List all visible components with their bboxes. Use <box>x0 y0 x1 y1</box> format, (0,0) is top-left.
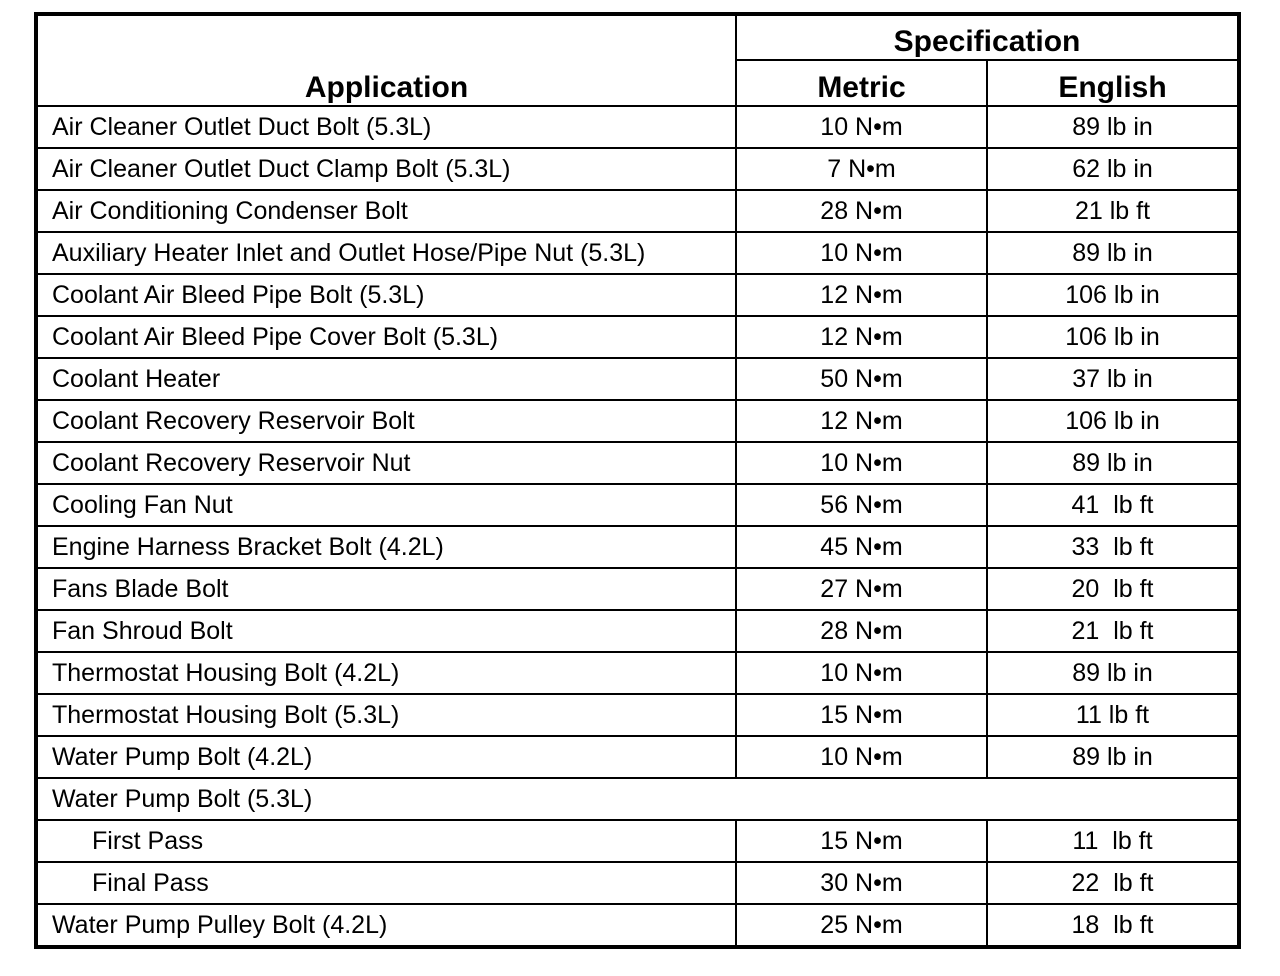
english-cell <box>987 232 1239 274</box>
table-row <box>36 862 1239 904</box>
table-row <box>36 358 1239 400</box>
table-row <box>36 316 1239 358</box>
specification-header: Specification <box>736 14 1239 60</box>
application-cell: Thermostat Housing Bolt (4.2L) <box>36 652 736 694</box>
english-value: 33 lb ft <box>1071 532 1154 561</box>
metric-cell: 45 N•m <box>736 526 987 568</box>
english-cell <box>987 694 1239 736</box>
application-cell: Air Cleaner Outlet Duct Bolt (5.3L) <box>36 106 736 148</box>
table-row <box>36 400 1239 442</box>
table-row <box>36 568 1239 610</box>
metric-header: Metric <box>736 60 987 106</box>
english-cell <box>987 736 1239 778</box>
english-value: 89 lb in <box>1072 448 1153 477</box>
table-row <box>36 736 1239 778</box>
english-cell <box>987 484 1239 526</box>
application-cell: Air Conditioning Condenser Bolt <box>36 190 736 232</box>
metric-cell: 12 N•m <box>736 274 987 316</box>
application-cell: Coolant Heater <box>36 358 736 400</box>
english-cell <box>987 316 1239 358</box>
english-value: 20 lb ft <box>1071 574 1154 603</box>
english-value: 41 lb ft <box>1071 490 1154 519</box>
english-cell <box>987 568 1239 610</box>
english-value: 89 lb in <box>1072 112 1153 141</box>
table-header <box>36 14 1239 106</box>
table-row <box>36 484 1239 526</box>
table-row <box>36 694 1239 736</box>
application-cell: Coolant Recovery Reservoir Nut <box>36 442 736 484</box>
english-cell <box>987 106 1239 148</box>
english-cell <box>987 652 1239 694</box>
english-value: 37 lb in <box>1072 364 1153 393</box>
metric-cell: 15 N•m <box>736 820 987 862</box>
table-row <box>36 148 1239 190</box>
table-row <box>36 274 1239 316</box>
table-row <box>36 190 1239 232</box>
english-value: 18 lb ft <box>1071 910 1154 939</box>
english-header: English <box>987 60 1239 106</box>
metric-cell: 28 N•m <box>736 610 987 652</box>
english-cell <box>987 820 1239 862</box>
metric-cell: 12 N•m <box>736 400 987 442</box>
english-cell <box>987 148 1239 190</box>
application-cell: First Pass <box>36 820 736 862</box>
english-cell <box>987 610 1239 652</box>
application-cell: Water Pump Bolt (5.3L) <box>36 778 1239 820</box>
english-value: 106 lb in <box>1065 280 1160 309</box>
metric-cell: 50 N•m <box>736 358 987 400</box>
application-cell: Fans Blade Bolt <box>36 568 736 610</box>
application-cell: Air Cleaner Outlet Duct Clamp Bolt (5.3L) <box>36 148 736 190</box>
table-row <box>36 820 1239 862</box>
english-value: 21 lb ft <box>1071 616 1154 645</box>
metric-cell: 28 N•m <box>736 190 987 232</box>
application-cell: Coolant Air Bleed Pipe Cover Bolt (5.3L) <box>36 316 736 358</box>
english-cell <box>987 526 1239 568</box>
english-cell <box>987 190 1239 232</box>
english-value: 62 lb in <box>1072 154 1153 183</box>
table-row <box>36 106 1239 148</box>
english-cell <box>987 904 1239 947</box>
table-row <box>36 442 1239 484</box>
table-row <box>36 778 1239 820</box>
table-row <box>36 232 1239 274</box>
english-value: 89 lb in <box>1072 658 1153 687</box>
english-value: 89 lb in <box>1072 742 1153 771</box>
metric-cell: 15 N•m <box>736 694 987 736</box>
english-cell <box>987 862 1239 904</box>
metric-cell: 25 N•m <box>736 904 987 947</box>
table-row <box>36 652 1239 694</box>
english-cell <box>987 400 1239 442</box>
table-row <box>36 904 1239 947</box>
metric-cell: 12 N•m <box>736 316 987 358</box>
english-value: 21 lb ft <box>1074 196 1151 225</box>
table-row <box>36 526 1239 568</box>
application-cell: Coolant Air Bleed Pipe Bolt (5.3L) <box>36 274 736 316</box>
metric-cell: 7 N•m <box>736 148 987 190</box>
table-row <box>36 610 1239 652</box>
english-cell <box>987 274 1239 316</box>
metric-cell: 10 N•m <box>736 106 987 148</box>
metric-cell: 27 N•m <box>736 568 987 610</box>
english-value: 22 lb ft <box>1071 868 1154 897</box>
application-cell: Water Pump Pulley Bolt (4.2L) <box>36 904 736 947</box>
application-cell: Coolant Recovery Reservoir Bolt <box>36 400 736 442</box>
metric-cell: 10 N•m <box>736 232 987 274</box>
metric-cell: 10 N•m <box>736 652 987 694</box>
application-cell: Cooling Fan Nut <box>36 484 736 526</box>
metric-cell: 10 N•m <box>736 442 987 484</box>
application-cell: Fan Shroud Bolt <box>36 610 736 652</box>
table-body <box>36 106 1239 947</box>
application-cell: Engine Harness Bracket Bolt (4.2L) <box>36 526 736 568</box>
torque-spec-table <box>34 12 1241 949</box>
english-cell <box>987 358 1239 400</box>
application-cell: Water Pump Bolt (4.2L) <box>36 736 736 778</box>
application-cell: Final Pass <box>36 862 736 904</box>
english-value: 106 lb in <box>1065 406 1160 435</box>
application-cell: Auxiliary Heater Inlet and Outlet Hose/Pipe Nut (5.3L) <box>36 232 736 274</box>
metric-cell: 56 N•m <box>736 484 987 526</box>
english-cell <box>987 442 1239 484</box>
english-value: 11 lb ft <box>1072 826 1153 855</box>
english-value: 106 lb in <box>1065 322 1160 351</box>
metric-cell: 30 N•m <box>736 862 987 904</box>
application-cell: Thermostat Housing Bolt (5.3L) <box>36 694 736 736</box>
application-header: Application <box>36 14 736 106</box>
metric-cell: 10 N•m <box>736 736 987 778</box>
english-value: 89 lb in <box>1072 238 1153 267</box>
header-row-top <box>36 14 1239 60</box>
english-value: 11 lb ft <box>1075 700 1150 729</box>
